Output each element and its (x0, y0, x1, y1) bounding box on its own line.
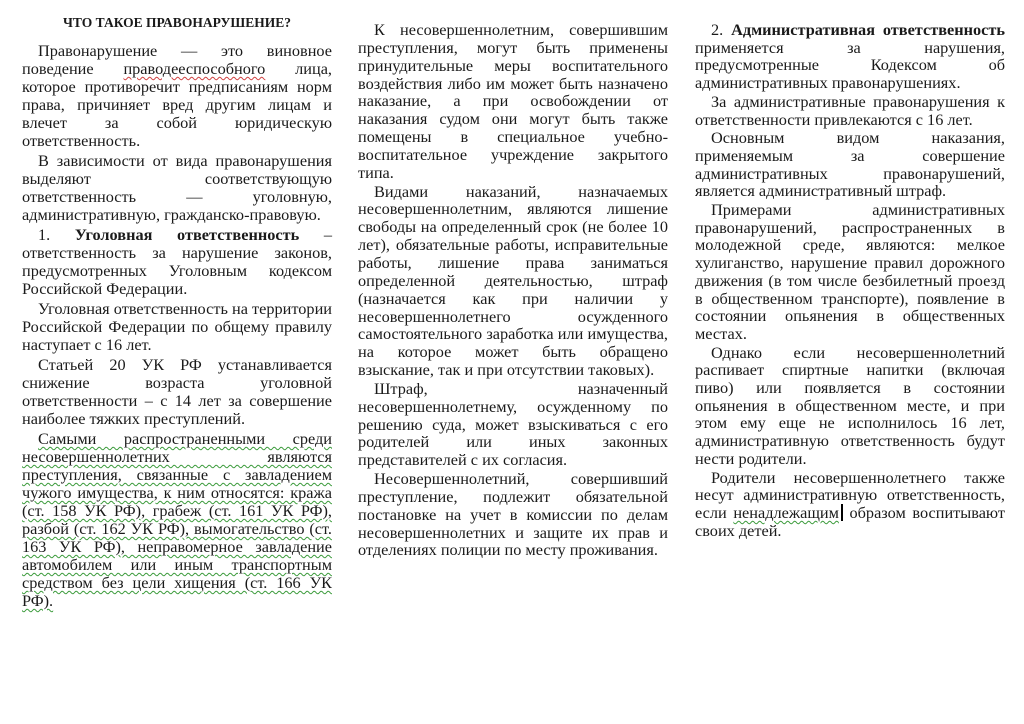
paragraph[interactable]: 1. Уголовная ответственность – ответственность за нарушение законов, предусмотренных Уголовным кодексом Российской Федерации. (22, 225, 332, 298)
paragraph[interactable] (22, 430, 332, 610)
column-3 (695, 21, 1005, 540)
grammar-flagged-text[interactable]: Самыми распространенными среди несовершеннолетних являются преступления, связанные с завладением чужого имущества, к ним относятся: кража (ст. 158 УК РФ), грабеж (ст. 161 УК РФ), разбой (ст. 162 УК РФ), вымогательство (ст. 163 УК РФ), неправомерное завладение автомобилем или иным транспортным средством без цели хищения (ст. 166 УК РФ). (22, 429, 332, 610)
column-2 (358, 21, 668, 560)
paragraph[interactable]: Несовершеннолетний, совершивший преступление, подлежит обязательной постановке на учет в комиссии по делам несовершеннолетних и защите их прав и отделениях полиции по месту проживания. (358, 469, 668, 560)
paragraph[interactable]: Статьей 20 УК РФ устанавливается снижение возраста уголовной ответственности – с 14 лет за совершение наиболее тяжких преступлений. (22, 355, 332, 428)
grammar-flagged-word[interactable]: ненадлежащим (733, 502, 839, 522)
paragraph[interactable]: Примерами административных правонарушений, распространенных в молодежной среде, являются: мелкое хулиганство, нарушение правил дорожного движения (в том числе безбилетный проезд в общественном транспорте), появление в состоянии опьянения в общественных местах. (695, 200, 1005, 343)
paragraph[interactable]: Однако если несовершеннолетний распивает спиртные напитки (включая пиво) или появляется в состоянии опьянения в общественном месте, и при этом ему еще не исполнилось 16 лет, административную ответственность будут нести родители. (695, 342, 1005, 468)
paragraph[interactable]: Уголовная ответственность на территории Российской Федерации по общему правилу наступает с 16 лет. (22, 299, 332, 354)
paragraph[interactable]: Штраф, назначенный несовершеннолетнему, осужденному по решению суда, может взыскиваться с его родителей или иных законных представителей с их согласия. (358, 378, 668, 470)
paragraph[interactable]: Родители несовершеннолетнего также несут административную ответственность, если ненадлежащим образом воспитывают своих детей. (695, 467, 1005, 540)
spelling-error-word[interactable]: праводееспособного (123, 59, 266, 78)
bold-term: Административная ответственность (731, 20, 1005, 39)
paragraph[interactable]: 2. Административная ответственность применяется за нарушения, предусмотренные Кодексом об административных правонарушениях. (695, 20, 1005, 93)
document-title: ЧТО ТАКОЕ ПРАВОНАРУШЕНИЕ? (63, 15, 291, 30)
paragraph[interactable]: Правонарушение — это виновное поведение праводееспособного лица, которое противоречит предписаниям норм права, причиняет вред другим лицам и влечет за собой юридическую ответственность. (22, 41, 332, 150)
bold-term: Уголовная ответственность (74, 225, 300, 244)
paragraph[interactable]: К несовершеннолетним, совершившим преступления, могут быть применены принудительные меры воспитательного воздействия либо им может быть назначено наказание, а при освобождении от наказания судом они могут быть также помещены в специальное учебно-воспитательное учреждение закрытого типа. (358, 20, 668, 182)
column-1 (22, 14, 332, 612)
paragraph[interactable]: Видами наказаний, назначаемых несовершеннолетним, являются лишение свободы на определенный срок (не более 10 лет), обязательные работы, исправительные работы, лишение права заниматься определенной деятельностью, штраф (назначается как при наличии у несовершеннолетнего осужденного самостоятельного заработка или имущества, на которое может быть обращено взыскание, так и при отсутствии таковых). (358, 181, 668, 380)
paragraph[interactable]: За административные правонарушения к ответственности привлекаются с 16 лет. (695, 91, 1005, 129)
paragraph[interactable]: В зависимости от вида правонарушения выделяют соответствующую ответственность — уголовную, административную, гражданско-правовую. (22, 151, 332, 224)
paragraph[interactable]: Основным видом наказания, применяемым за совершение административных правонарушений, является административный штраф. (695, 128, 1005, 201)
